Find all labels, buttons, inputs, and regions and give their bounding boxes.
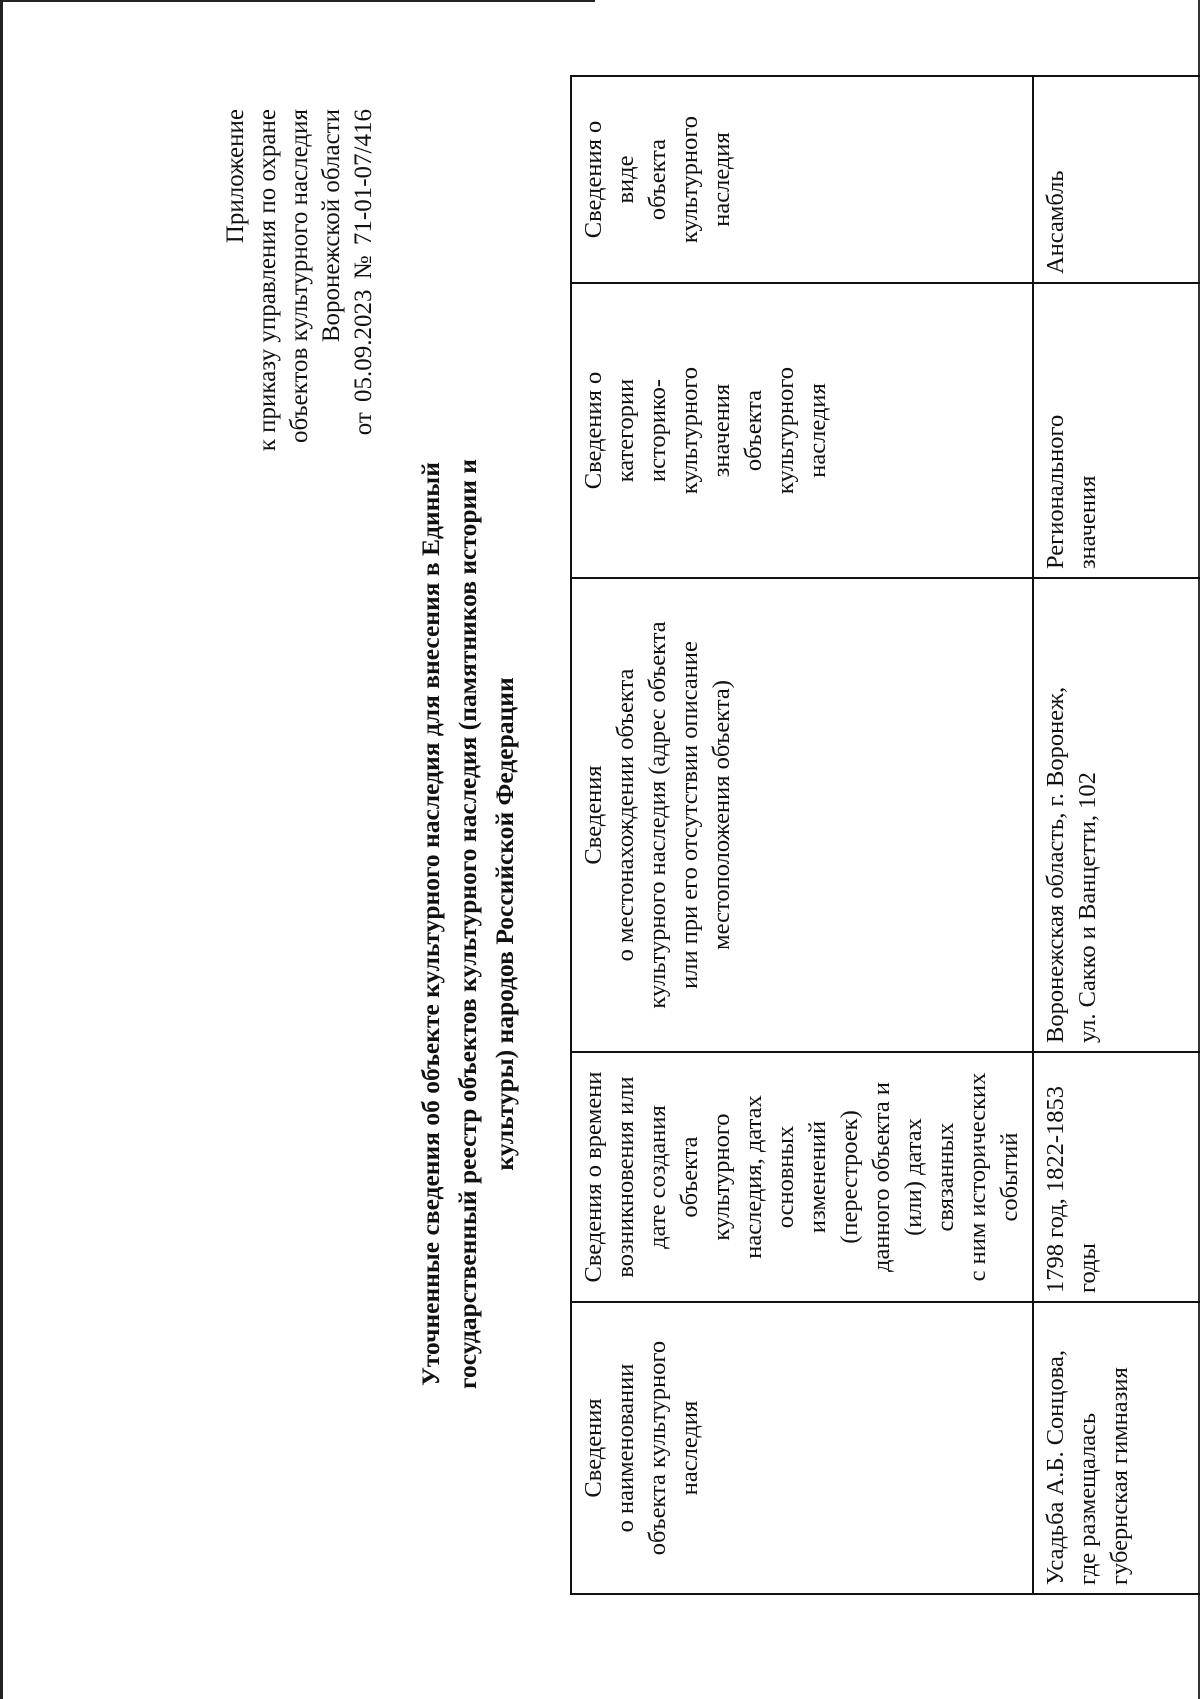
cell-text-line: Ансамбль — [1042, 170, 1069, 274]
cell-text-line: Воронежская область, г. Воронеж, — [1042, 686, 1069, 1043]
cell-text-line: Сведения о времени — [580, 1071, 607, 1283]
cell-text-line: объекта культурного — [644, 1340, 671, 1556]
cell-text-line: культурного — [772, 366, 799, 495]
header-category — [571, 283, 1033, 578]
cell-text-line: объекта — [676, 1136, 703, 1218]
cell-text-line: Сведения о — [580, 371, 607, 490]
cell-name — [1033, 1302, 1200, 1594]
cell-text-line: событий — [996, 1132, 1023, 1222]
cell-text-line: 1798 год, 1822-1853 — [1042, 1086, 1069, 1293]
cell-text-line: дате создания — [644, 1105, 671, 1249]
cell-text-line: возникновения или — [612, 1076, 639, 1278]
appendix-line: объектов культурного наследия — [286, 109, 313, 443]
header-name — [571, 1302, 1033, 1594]
title-line: культуры) народов Российской Федерации — [490, 677, 519, 1171]
order-number-line: от 05.09.2023 № 71-01-07/416 — [350, 109, 377, 436]
cell-text-line: наследия — [708, 132, 735, 227]
cell-text-line: ул. Сакко и Ванцетти, 102 — [1074, 772, 1101, 1043]
cell-text-line: культурного — [708, 1113, 735, 1241]
cell-text-line: о наименовании — [612, 1363, 639, 1533]
cell-text-line: Сведения о — [580, 120, 607, 239]
cell-text-line: наследия — [676, 1400, 703, 1496]
document-title — [412, 359, 523, 1489]
cell-text-line: Сведения — [580, 765, 607, 865]
cell-text-line: культурного — [676, 115, 703, 244]
cell-text-line: наследия — [804, 383, 831, 478]
cell-text-line: о местонахождении объекта — [612, 668, 639, 962]
appendix-block — [220, 109, 380, 649]
cell-text-line: культурного — [676, 366, 703, 495]
cell-text-line: историко- — [644, 378, 671, 483]
cell-text-line: Сведения — [580, 1398, 607, 1498]
cell-text-line: наследия, датах — [740, 1095, 767, 1259]
cell-text-line: объекта — [740, 389, 767, 472]
cell-text-line: объекта — [644, 138, 671, 221]
cell-text-line: местоположения объекта) — [708, 680, 735, 950]
cell-text-line: культурного наследия (адрес объекта — [644, 621, 671, 1009]
header-location — [571, 578, 1033, 1052]
appendix-line: к приказу управления по охране — [254, 109, 281, 452]
header-type — [571, 76, 1033, 283]
cell-type — [1033, 76, 1200, 283]
cell-text-line: или при его отсутствии описание — [676, 641, 703, 989]
title-line: Уточненные сведения об объекте культурного наследия для внесения в Единый — [416, 462, 445, 1386]
cell-text-line: Регионального — [1042, 414, 1069, 569]
cell-text-line: основных — [772, 1125, 799, 1229]
cell-text-line: значения — [708, 383, 735, 478]
header-dates — [571, 1052, 1033, 1302]
cell-text-line: связанных — [932, 1122, 959, 1232]
cell-text-line: виде — [612, 155, 639, 204]
cell-text-line: изменений — [804, 1120, 831, 1234]
table-header-row — [571, 76, 1033, 1594]
cell-dates — [1033, 1052, 1200, 1302]
table-row — [1033, 76, 1200, 1594]
cell-text-line: категории — [612, 378, 639, 483]
cell-text-line: (перестроек) — [836, 1110, 863, 1244]
cell-text-line: где размещалась — [1074, 1412, 1101, 1585]
appendix-line: Приложение — [222, 109, 249, 244]
cell-text-line: годы — [1074, 1243, 1101, 1293]
cell-text-line: Усадьба А.Б. Сонцова, — [1042, 1350, 1069, 1585]
cell-text-line: с ним исторических — [964, 1072, 991, 1282]
cell-text-line: (или) датах — [900, 1118, 927, 1236]
cell-text-line: значения — [1074, 475, 1101, 569]
appendix-line: Воронежской области — [318, 109, 345, 343]
title-line: государственный реестр объектов культурного наследия (памятников истории и — [453, 459, 482, 1389]
cell-text-line: губернская гимназия — [1106, 1367, 1133, 1585]
heritage-table — [570, 75, 1200, 1595]
cell-text-line: данного объекта и — [868, 1082, 895, 1272]
cell-category — [1033, 283, 1200, 578]
cell-location — [1033, 578, 1200, 1052]
